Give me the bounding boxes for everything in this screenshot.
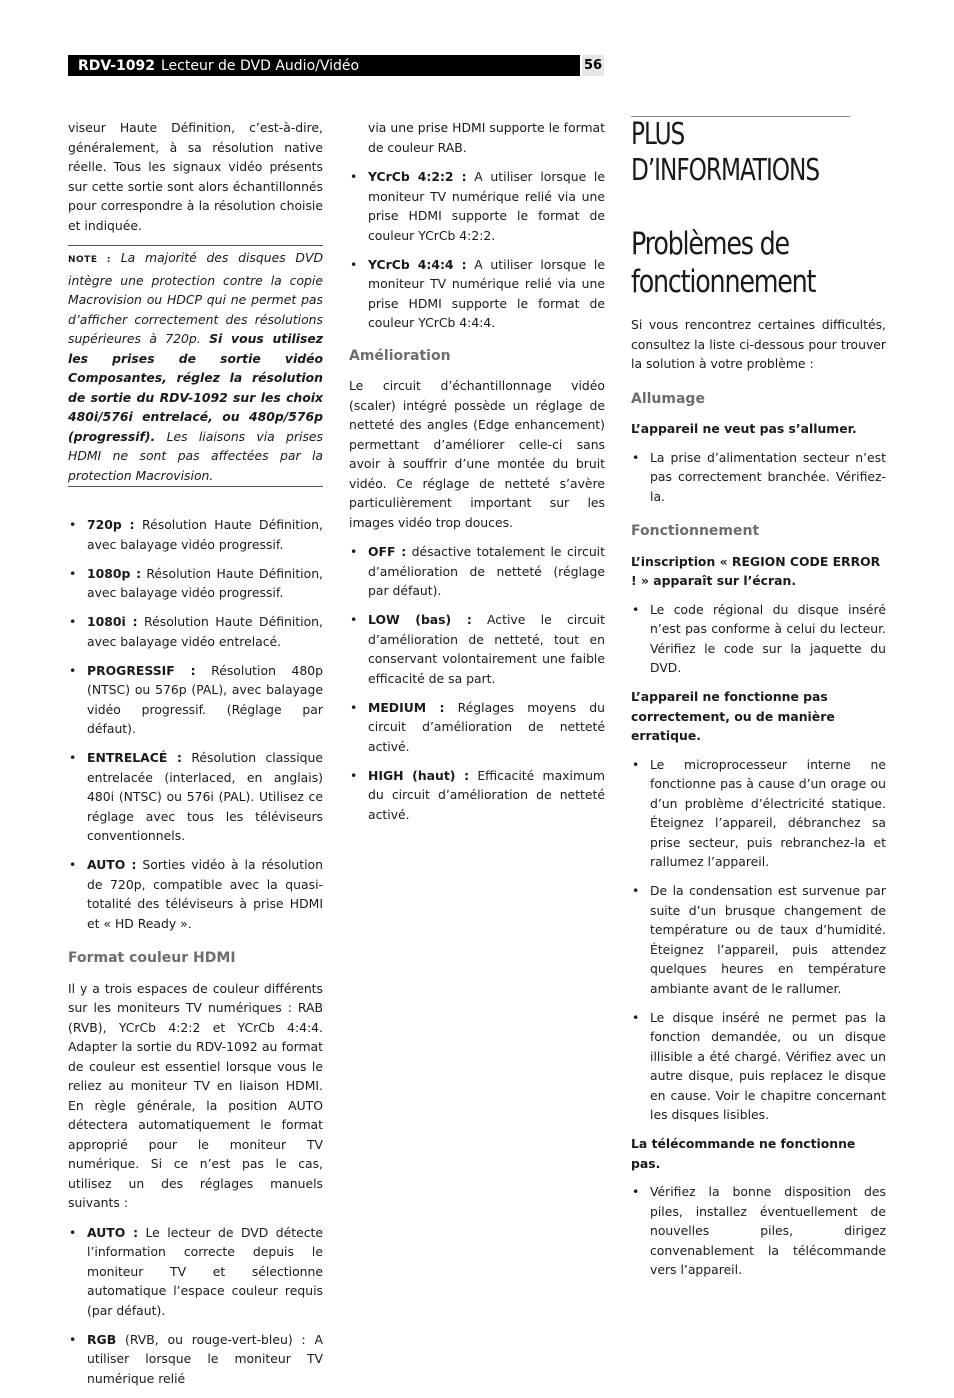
section-heading: Fonctionnement bbox=[631, 523, 760, 539]
list-item: • Le code régional du disque inséré n’est pas conforme à celui du lecteur. Vérifiez le code sur la jaquette du DVD. bbox=[631, 600, 886, 678]
topic-title: PLUS D’INFORMATIONS bbox=[631, 116, 850, 189]
list-term: YCrCb 4:4:4 : bbox=[368, 256, 467, 272]
list-text: Résolution 480p (NTSC) ou 576p (PAL), avec balayage vidéo progressif. (Réglage par défaut). bbox=[87, 662, 324, 736]
list-item bbox=[349, 766, 605, 825]
list-text: Sorties vidéo à la résolution de 720p, compatible avec la quasi-totalité des téléviseurs à prise HDMI et « HD Ready ». bbox=[87, 857, 323, 931]
list-item bbox=[68, 661, 323, 739]
note-warning: Si vous utilisez les prises de sortie vidéo Composantes, réglez la résolution de sortie du RDV-1092 sur les choix 480i/576i entrelacé, ou 480p/576p (progressif). bbox=[68, 331, 323, 444]
list-item bbox=[68, 564, 323, 603]
list-text: Réglages moyens du circuit d’amélioration de netteté activé. bbox=[368, 699, 605, 754]
list-text: Le lecteur de DVD détecte l’information correcte depuis le moniteur TV et sélectionne automatique l’espace couleur requis (par défaut). bbox=[87, 1224, 323, 1318]
section-title-line: Problèmes de bbox=[631, 226, 789, 262]
list-text: Résolution Haute Définition, avec balayage vidéo progressif. bbox=[87, 565, 323, 600]
list-term: HIGH (haut) : bbox=[368, 767, 470, 783]
paragraph: viseur Haute Définition, c’est-à-dire, généralement, à sa résolution native réelle. Tous les signaux vidéo présents sur cette sortie sont alors échantillonnés pour correspondre à la résolution choisie et indiquée. bbox=[68, 120, 323, 233]
list-item bbox=[349, 610, 605, 688]
list-text: Résolution Haute Définition, avec balayage vidéo progressif. bbox=[87, 517, 323, 552]
list-item: • Le disque inséré ne permet pas la fonction demandée, ou un disque illisible a été chargé. Vérifiez avec un autre disque, puis replacez le disque en cause. Voir le chapitre concernant les disques lisibles. bbox=[631, 1008, 886, 1125]
problem-title: La télécommande ne fonctionne pas. bbox=[631, 1136, 856, 1171]
page-number: 56 bbox=[582, 55, 604, 76]
column-right bbox=[631, 116, 886, 1289]
list-term: MEDIUM : bbox=[368, 699, 445, 715]
list-text: (RVB, ou rouge-vert-bleu) : A utiliser lorsque le moniteur TV numérique relié bbox=[87, 1331, 323, 1386]
list-term: ENTRELACÉ : bbox=[87, 750, 183, 765]
problem-title: L’inscription « REGION CODE ERROR ! » apparaît sur l’écran. bbox=[631, 553, 881, 588]
page-header bbox=[68, 55, 580, 76]
list-text: Efficacité maximum du circuit d’amélioration de netteté activé. bbox=[368, 767, 605, 822]
list-item bbox=[68, 748, 323, 846]
section-heading: Allumage bbox=[631, 390, 705, 407]
erratic-solutions bbox=[631, 755, 886, 1125]
list-term: 720p : bbox=[87, 517, 135, 532]
list-item bbox=[68, 1330, 323, 1389]
list-item bbox=[349, 255, 605, 333]
paragraph: via une prise HDMI supporte le format de couleur RAB. bbox=[368, 120, 605, 155]
list-item bbox=[68, 855, 323, 933]
paragraph: Si vous rencontrez certaines difficultés, consultez la liste ci-dessous pour trouver la solution à votre problème : bbox=[631, 317, 886, 371]
list-text: A utiliser lorsque le moniteur TV numérique relié via une prise HDMI supporte le format de couleur YCrCb 4:4:4. bbox=[368, 256, 605, 330]
list-item bbox=[349, 542, 605, 601]
list-item bbox=[68, 515, 323, 554]
hdmi-color-list bbox=[68, 1223, 323, 1389]
list-item bbox=[68, 1223, 323, 1321]
model-name: RDV-1092 bbox=[78, 57, 155, 74]
power-solutions bbox=[631, 448, 886, 507]
section-title-line: fonctionnement bbox=[631, 264, 816, 300]
list-text: Active le circuit d’amélioration de netteté, tout en conservant volontairement une faible efficacité de sa part. bbox=[368, 612, 605, 686]
list-item: • Vérifiez la bonne disposition des piles, installez éventuellement de nouvelles piles, dirigez convenablement la télécommande vers l’appareil. bbox=[631, 1182, 886, 1280]
list-term: 1080i : bbox=[87, 614, 138, 629]
column-left bbox=[68, 118, 323, 1398]
section-heading: Amélioration bbox=[349, 347, 451, 364]
note-text: Les liaisons via prises HDMI ne sont pas affectées par la protection Macrovision. bbox=[68, 428, 323, 483]
list-item: • La prise d’alimentation secteur n’est pas correctement branchée. Vérifiez-la. bbox=[631, 448, 886, 507]
resolution-list bbox=[68, 515, 323, 933]
list-text: désactive totalement le circuit d’amélioration de netteté (réglage par défaut). bbox=[368, 544, 605, 598]
region-solutions bbox=[631, 600, 886, 678]
list-text: Résolution classique entrelacée (interlaced, en anglais) 480i (NTSC) ou 576i (PAL). Utilisez ce réglage avec tous les téléviseurs conventionnels. bbox=[87, 750, 323, 843]
header-subtitle: Lecteur de DVD Audio/Vidéo bbox=[161, 57, 360, 74]
remote-solutions bbox=[631, 1182, 886, 1280]
list-term: YCrCb 4:2:2 : bbox=[368, 169, 467, 184]
problem-title: L’appareil ne fonctionne pas correctement, ou de manière erratique. bbox=[631, 689, 835, 743]
section-heading: Format couleur HDMI bbox=[68, 950, 236, 966]
paragraph: Il y a trois espaces de couleur différents sur les moniteurs TV numériques : RAB (RVB), YCrCb 4:2:2 et YCrCb 4:4:4. Adapter la sortie du RDV-1092 au format de couleur est essentiel lorsque vous le reliez au moniteur TV en liaison HDMI. En règle générale, la position AUTO détectera automatiquement le format approprié pour le moniteur TV numérique. Si ce n’est pas le cas, utilisez un des réglages manuels suivants : bbox=[68, 980, 323, 1210]
list-term: OFF : bbox=[368, 544, 407, 559]
list-term: RGB bbox=[87, 1331, 117, 1347]
problem-title: L’appareil ne veut pas s’allumer. bbox=[631, 421, 857, 436]
list-term: AUTO : bbox=[87, 1224, 139, 1240]
list-term: AUTO : bbox=[87, 857, 137, 872]
list-term: 1080p : bbox=[87, 565, 142, 581]
column-middle bbox=[349, 118, 605, 834]
list-text: A utiliser lorsque le moniteur TV numérique relié via une prise HDMI supporte le format de couleur YCrCb 4:2:2. bbox=[368, 169, 605, 243]
note-box bbox=[68, 245, 323, 487]
note-label: NOTE : bbox=[68, 255, 112, 265]
list-item bbox=[68, 612, 323, 651]
enhancement-list bbox=[349, 542, 605, 824]
note-text: La majorité des disques DVD intègre une protection contre la copie Macrovision ou HDCP qui ne permet pas d’afficher correctement des résolutions supérieures à 720p. bbox=[68, 250, 323, 346]
list-item: • De la condensation est survenue par suite d’un brusque changement de température ou de taux d’humidité. Éteignez l’appareil, puis attendez quelques heures en température ambiante avant de le rallumer. bbox=[631, 881, 886, 998]
list-item bbox=[349, 698, 605, 757]
section-title bbox=[631, 225, 840, 301]
list-item bbox=[349, 167, 605, 245]
list-term: LOW (bas) : bbox=[368, 612, 472, 627]
list-term: PROGRESSIF : bbox=[87, 662, 196, 678]
list-item: • Le microprocesseur interne ne fonctionne pas à cause d’un orage ou d’un problème d’électricité statique. Éteignez l’appareil, débranchez sa prise secteur, puis rebranchez-la et rallumez l’appareil. bbox=[631, 755, 886, 872]
list-text: Résolution Haute Définition, avec balayage vidéo entrelacé. bbox=[87, 614, 323, 649]
paragraph: Le circuit d’échantillonnage vidéo (scaler) intégré possède un réglage de netteté des angles (Edge enhancement) permettant d’améliorer celle-ci sans avoir à souffrir d’une montée du bruit vidéo. Ce réglage de netteté s’avère particulièrement important sur les images vidéo trop douces. bbox=[349, 378, 605, 530]
hdmi-color-list-cont bbox=[349, 167, 605, 333]
